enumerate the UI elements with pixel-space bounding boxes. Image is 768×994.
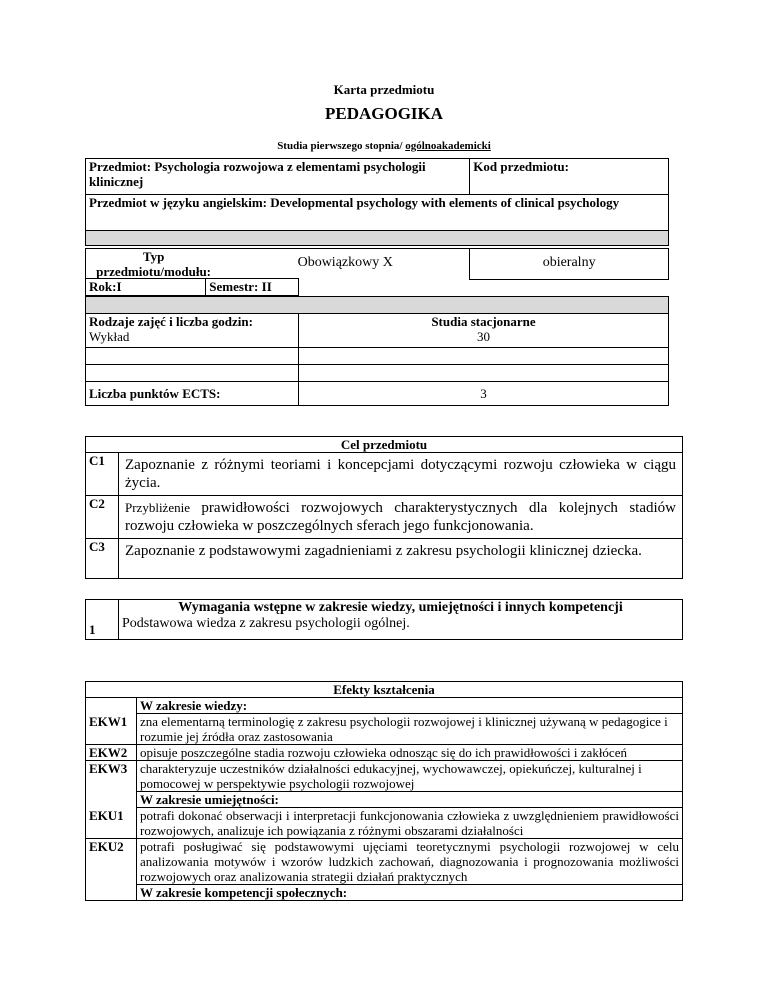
goals-heading: Cel przedmiotu: [86, 437, 683, 453]
subject-name: Przedmiot: Psychologia rozwojowa z elementami psychologii klinicznej: [86, 159, 470, 195]
goal-text-lead: Przybliżenie: [125, 500, 190, 515]
type-table: [85, 248, 669, 280]
goal-code: C1: [86, 453, 119, 496]
outcome-text: zna elementarną terminologię z zakresu psychologii rozwojowej i klinicznej używaną w pedagogice i rozumie jej źródła oraz zastosowania: [137, 714, 683, 745]
year-label: Rok:I: [86, 279, 206, 296]
type-label: Typ przedmiotu/modułu:: [86, 249, 222, 280]
outcome-code: EKU1: [86, 808, 137, 839]
prereq-number: 1: [86, 600, 119, 640]
type-mandatory-text: Obowiązkowy X: [297, 255, 393, 270]
skills-heading: W zakresie umiejętności:: [137, 792, 683, 808]
gray-separator: [86, 231, 669, 246]
empty-cell: [299, 348, 669, 365]
empty-cell: [86, 365, 299, 382]
subject-code: Kod przedmiotu:: [470, 159, 669, 195]
classes-cell: [86, 314, 299, 348]
study-mode: Studia stacjonarne: [431, 314, 536, 329]
outcome-text: potrafi posługiwać się podstawowymi ujęciami teoretycznymi psychologii rozwojowej w celu analizowania motywów i wzorów ludzkich zachowań, diagnozowania i prognozowania możliwości rozwojowych oraz analizowania strategii działań praktycznych: [137, 839, 683, 885]
outcome-code: EKW2: [86, 745, 137, 761]
outcome-code: EKW1: [86, 714, 137, 745]
type-mandatory: [221, 249, 470, 280]
ects-value: 3: [299, 382, 669, 406]
goal-text: Zapoznanie z różnymi teoriami i koncepcjami dotyczącymi rozwoju człowieka w ciągu życia.: [119, 453, 683, 496]
subject-info-table: [85, 158, 669, 246]
outcomes-table: [85, 681, 683, 901]
study-level: [0, 140, 768, 152]
page-title: PEDAGOGIKA: [324, 104, 444, 123]
doc-type: Karta przedmiotu: [333, 82, 435, 97]
lecture-label: Wykład: [89, 329, 130, 344]
social-heading: W zakresie kompetencji społecznych:: [137, 885, 683, 901]
outcome-text: charakteryzuje uczestników działalności edukacyjnej, wychowawczej, opiekuńczej, kulturalnej i pomocowej w perspektywie psychologii rozwojowej: [137, 761, 683, 792]
empty-cell: [86, 348, 299, 365]
outcome-text: potrafi dokonać obserwacji i interpretacji funkcjonowania człowieka z uwzględnieniem prawidłowości rozwojowych, analizuje ich powiązania z różnymi obszarami działalności: [137, 808, 683, 839]
goals-table: [85, 436, 683, 579]
goal-text-rest: prawidłowości rozwojowych charakterystycznych dla kolejnych stadiów rozwoju człowieka w poszczególnych sferach jego funkcjonowania.: [125, 500, 676, 534]
type-elective-text: obieralny: [542, 255, 596, 270]
knowledge-heading: W zakresie wiedzy:: [137, 698, 683, 714]
prereq-table: [85, 599, 683, 640]
goal-text: [119, 496, 683, 539]
goal-text: Zapoznanie z podstawowymi zagadnieniami z zakresu psychologii klinicznej dziecka.: [119, 539, 683, 579]
study-profile: ogólnoakademicki: [405, 140, 491, 152]
outcome-code-spacer: [86, 885, 137, 901]
outcome-code-spacer: [86, 792, 137, 808]
goal-code: C3: [86, 539, 119, 579]
mode-cell: [299, 314, 669, 348]
prereq-text: Podstawowa wiedza z zakresu psychologii ogólnej.: [122, 616, 410, 631]
ects-label: Liczba punktów ECTS:: [86, 382, 299, 406]
empty-cell: [299, 365, 669, 382]
outcome-text: opisuje poszczególne stadia rozwoju człowieka odnosząc się do ich prawidłowości i zakłóceń: [137, 745, 683, 761]
goal-code: C2: [86, 496, 119, 539]
prereq-heading: Wymagania wstępne w zakresie wiedzy, umiejętności i innych kompetencji: [178, 600, 623, 615]
lecture-hours: 30: [477, 329, 490, 344]
semester-label: Semestr: II: [206, 279, 299, 296]
outcome-code: EKU2: [86, 839, 137, 885]
hours-table: [85, 296, 669, 406]
outcome-code-spacer: [86, 698, 137, 714]
prereq-cell: [119, 600, 683, 640]
gray-separator-2: [86, 297, 669, 314]
classes-label: Rodzaje zajęć i liczba godzin:: [89, 314, 253, 329]
study-level-prefix: Studia pierwszego stopnia/: [277, 140, 406, 152]
outcome-code: EKW3: [86, 761, 137, 792]
year-table: [85, 278, 299, 296]
type-elective: [470, 249, 669, 280]
english-name: Przedmiot w języku angielskim: Developmental psychology with elements of clinical psychology: [86, 195, 669, 231]
outcomes-heading: Efekty kształcenia: [86, 682, 683, 698]
